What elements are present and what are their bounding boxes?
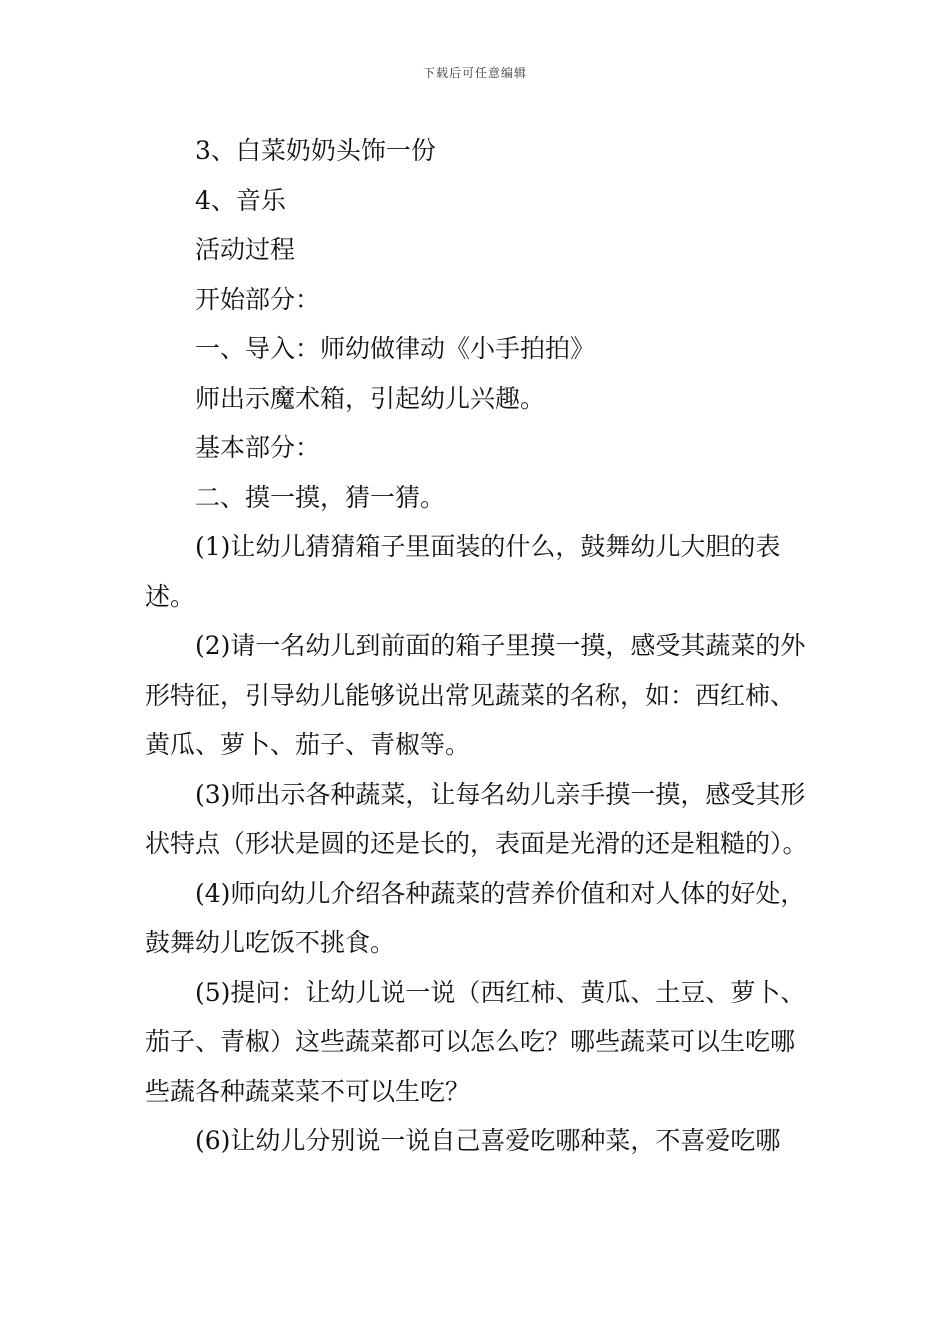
- paragraph-materials-3: 3、白菜奶奶头饰一份: [195, 136, 436, 165]
- paragraph-opening-section: 开始部分：: [195, 284, 321, 314]
- paragraph-touch-guess: 二、摸一摸，猜一猜。: [195, 482, 446, 512]
- paragraph-step-5: (5)提问：让幼儿说一说（西红柿、黄瓜、土豆、萝卜、茄子、青椒）这些蔬菜都可以怎么吃？哪些蔬菜可以生吃哪些蔬各种蔬菜菜不可以生吃？: [145, 977, 806, 1106]
- paragraph-materials-4: 4、音乐: [195, 185, 286, 215]
- paragraph-step-4: (4)师向幼儿介绍各种蔬菜的营养价值和对人体的好处，鼓舞幼儿吃饭不挑食。: [145, 878, 806, 957]
- paragraph-magic-box: 师出示魔术箱，引起幼儿兴趣。: [195, 383, 546, 413]
- paragraph-step-2: (2)请一名幼儿到前面的箱子里摸一摸，感受其蔬菜的外形特征，引导幼儿能够说出常见蔬菜的名称，如：西红柿、黄瓜、萝卜、茄子、青椒等。: [145, 631, 806, 759]
- paragraph-step-3: (3)师出示各种蔬菜，让每名幼儿亲手摸一摸，感受其形状特点（形状是圆的还是长的，表面是光滑的还是粗糙的）。: [145, 779, 808, 858]
- paragraph-basic-section: 基本部分：: [195, 433, 321, 462]
- document-body: [145, 126, 810, 1166]
- paragraph-introduction: 一、导入：师幼做律动《小手拍拍》: [195, 334, 596, 363]
- paragraph-step-1: (1)让幼儿猜猜箱子里面装的什么，鼓舞幼儿大胆的表述。: [145, 532, 781, 611]
- paragraph-step-6: (6)让幼儿分别说一说自己喜爱吃哪种菜，不喜爱吃哪: [195, 1126, 781, 1155]
- page-header-note: 下载后可任意编辑: [422, 66, 527, 80]
- paragraph-activity-process: 活动过程: [195, 235, 296, 264]
